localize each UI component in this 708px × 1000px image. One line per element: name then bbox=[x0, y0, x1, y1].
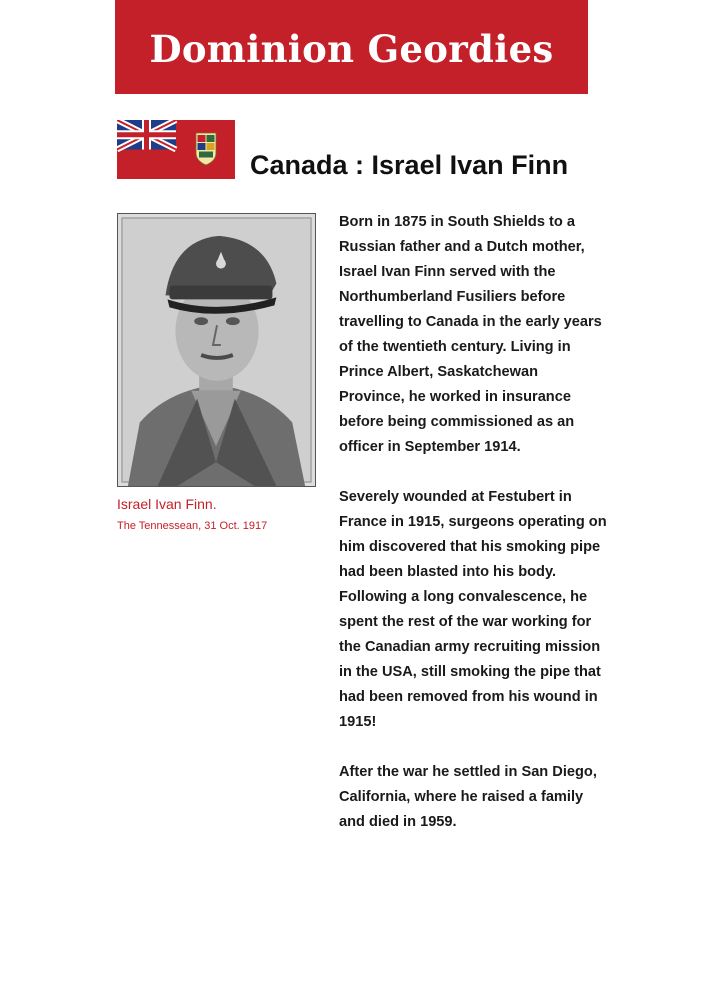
article-body bbox=[339, 210, 607, 860]
photo-caption-name: Israel Ivan Finn. bbox=[117, 496, 217, 512]
portrait-photo bbox=[117, 213, 316, 487]
site-title: Dominion Geordies bbox=[149, 27, 554, 71]
header-banner bbox=[115, 0, 588, 94]
page-title: Canada : Israel Ivan Finn bbox=[250, 150, 569, 180]
article-paragraph: After the war he settled in San Diego, California, where he raised a family and died in 1959. bbox=[339, 764, 597, 830]
photo-caption-source: The Tennessean, 31 Oct. 1917 bbox=[117, 520, 268, 532]
article-paragraph: Born in 1875 in South Shields to a Russian father and a Dutch mother, Israel Ivan Finn served with the Northumberland Fusiliers before travelling to Canada in the early years of the twentieth century. Living in Prince Albert, Saskatchewan Province, he worked in insurance before being commissioned as an officer in September 1914. bbox=[339, 214, 602, 455]
canadian-red-ensign-flag-icon bbox=[117, 120, 235, 179]
article-paragraph: Severely wounded at Festubert in France in 1915, surgeons operating on him discovered that his smoking pipe had been blasted into his body. Following a long convalescence, he spent the rest of the war working for the Canadian army recruiting mission in the USA, still smoking the pipe that had been removed from his wound in 1915! bbox=[339, 489, 607, 730]
